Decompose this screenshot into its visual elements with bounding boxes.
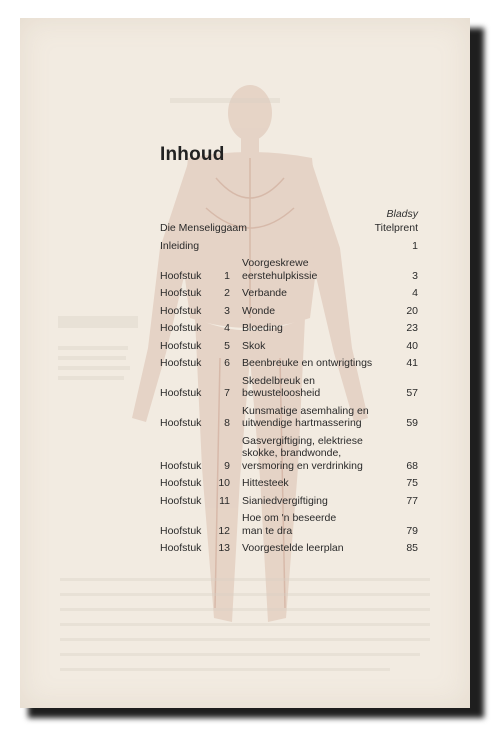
chapter-title <box>230 405 418 430</box>
chapter-page: 68 <box>406 459 418 472</box>
chapter-title-line: Verbande <box>242 287 287 299</box>
chapter-title-line: Voorgeskrewe <box>242 257 309 269</box>
chapter-title-line: skokke, brandwonde, <box>242 447 342 459</box>
chapter-label: Hoofstuk <box>160 357 202 369</box>
toc-row-chapter <box>160 542 418 555</box>
chapter-title-line: eerstehulpkissie <box>242 269 318 282</box>
chapter-number: 1 <box>224 269 230 282</box>
chapter-title <box>230 477 418 490</box>
chapter-title <box>230 322 418 335</box>
chapter-title-line: versmoring en verdrinking <box>242 459 363 472</box>
chapter-title <box>230 542 418 555</box>
chapter-title-line: Beenbreuke en ontwrigtings <box>242 357 373 369</box>
chapter-label: Hoofstuk <box>160 339 202 352</box>
chapter-label: Hoofstuk <box>160 304 202 317</box>
chapter-title-line: man te dra <box>242 524 293 537</box>
chapter-title <box>230 287 418 300</box>
chapter-number: 13 <box>218 542 230 554</box>
chapter-number: 6 <box>224 357 230 369</box>
page-column-header: Bladsy <box>386 208 418 220</box>
toc-row-chapter <box>160 435 418 473</box>
chapter-title-line: Skedelbreuk en <box>242 374 315 387</box>
chapter-page: 4 <box>412 287 418 299</box>
toc-entry-title: Inleiding <box>160 239 200 252</box>
chapter-title-line: Skok <box>242 339 266 352</box>
toc-row-chapter <box>160 257 418 282</box>
chapter-title-line: Wonde <box>242 304 276 317</box>
toc-row-chapter <box>160 340 418 353</box>
chapter-label: Hoofstuk <box>160 459 202 472</box>
chapter-number: 7 <box>224 387 230 399</box>
chapter-title <box>230 257 418 282</box>
chapter-title <box>230 305 418 318</box>
chapter-title <box>230 340 418 353</box>
toc-row-chapter <box>160 322 418 335</box>
chapter-number: 10 <box>218 477 230 489</box>
toc-entry-page: 1 <box>412 239 418 252</box>
chapter-title-line: Bloeding <box>242 322 283 334</box>
chapter-label: Hoofstuk <box>160 417 202 429</box>
chapter-title <box>230 357 418 370</box>
chapter-page: 3 <box>412 269 418 282</box>
chapter-number: 4 <box>224 322 230 334</box>
toc-row-chapter <box>160 512 418 537</box>
toc-row-chapter <box>160 305 418 318</box>
chapter-label: Hoofstuk <box>160 524 202 537</box>
chapter-title <box>230 375 418 400</box>
page-title: Inhoud <box>160 144 225 165</box>
chapter-label: Hoofstuk <box>160 477 202 489</box>
chapter-number: 2 <box>224 287 230 299</box>
toc-row-chapter <box>160 375 418 400</box>
chapter-label: Hoofstuk <box>160 494 202 507</box>
chapter-page: 75 <box>406 477 418 489</box>
book-page <box>20 18 470 708</box>
chapter-title <box>230 495 418 508</box>
toc-row-chapter <box>160 495 418 508</box>
toc-rows <box>160 222 418 560</box>
chapter-label: Hoofstuk <box>160 287 202 299</box>
chapter-page: 77 <box>406 494 418 507</box>
toc-entry-page: Titelprent <box>374 222 418 234</box>
chapter-page: 40 <box>406 339 418 352</box>
chapter-title-line: Hoe om 'n beseerde <box>242 512 337 524</box>
chapter-number: 3 <box>224 304 230 317</box>
chapter-page: 85 <box>406 542 418 554</box>
toc-entry-title: Die Menseliggaam <box>160 222 247 234</box>
chapter-label: Hoofstuk <box>160 269 202 282</box>
chapter-page: 23 <box>406 322 418 334</box>
chapter-page: 79 <box>406 524 418 537</box>
chapter-number: 8 <box>224 417 230 429</box>
chapter-title-line: bewusteloosheid <box>242 387 321 399</box>
chapter-page: 41 <box>406 357 418 369</box>
chapter-number: 11 <box>219 494 230 507</box>
chapter-label: Hoofstuk <box>160 387 202 399</box>
chapter-title-line: Voorgestelde leerplan <box>242 542 344 554</box>
toc-row-chapter <box>160 357 418 370</box>
toc-row-front-matter <box>160 222 418 235</box>
toc-row-chapter <box>160 287 418 300</box>
chapter-title <box>230 435 418 473</box>
chapter-title-line: Gasvergiftiging, elektriese <box>242 434 363 447</box>
chapter-number: 12 <box>218 524 230 537</box>
chapter-title-line: Hittesteek <box>242 477 289 489</box>
chapter-label: Hoofstuk <box>160 542 202 554</box>
chapter-page: 57 <box>406 387 418 399</box>
chapter-title-line: uitwendige hartmassering <box>242 417 362 429</box>
chapter-label: Hoofstuk <box>160 322 202 334</box>
chapter-page: 20 <box>406 304 418 317</box>
chapter-number: 5 <box>224 339 230 352</box>
toc-row-front-matter <box>160 240 418 253</box>
toc-row-chapter <box>160 405 418 430</box>
chapter-title-line: Sianiedvergiftiging <box>242 494 328 507</box>
toc-row-chapter <box>160 477 418 490</box>
chapter-title <box>230 512 418 537</box>
chapter-number: 9 <box>224 459 230 472</box>
chapter-page: 59 <box>406 417 418 429</box>
chapter-title-line: Kunsmatige asemhaling en <box>242 404 369 417</box>
